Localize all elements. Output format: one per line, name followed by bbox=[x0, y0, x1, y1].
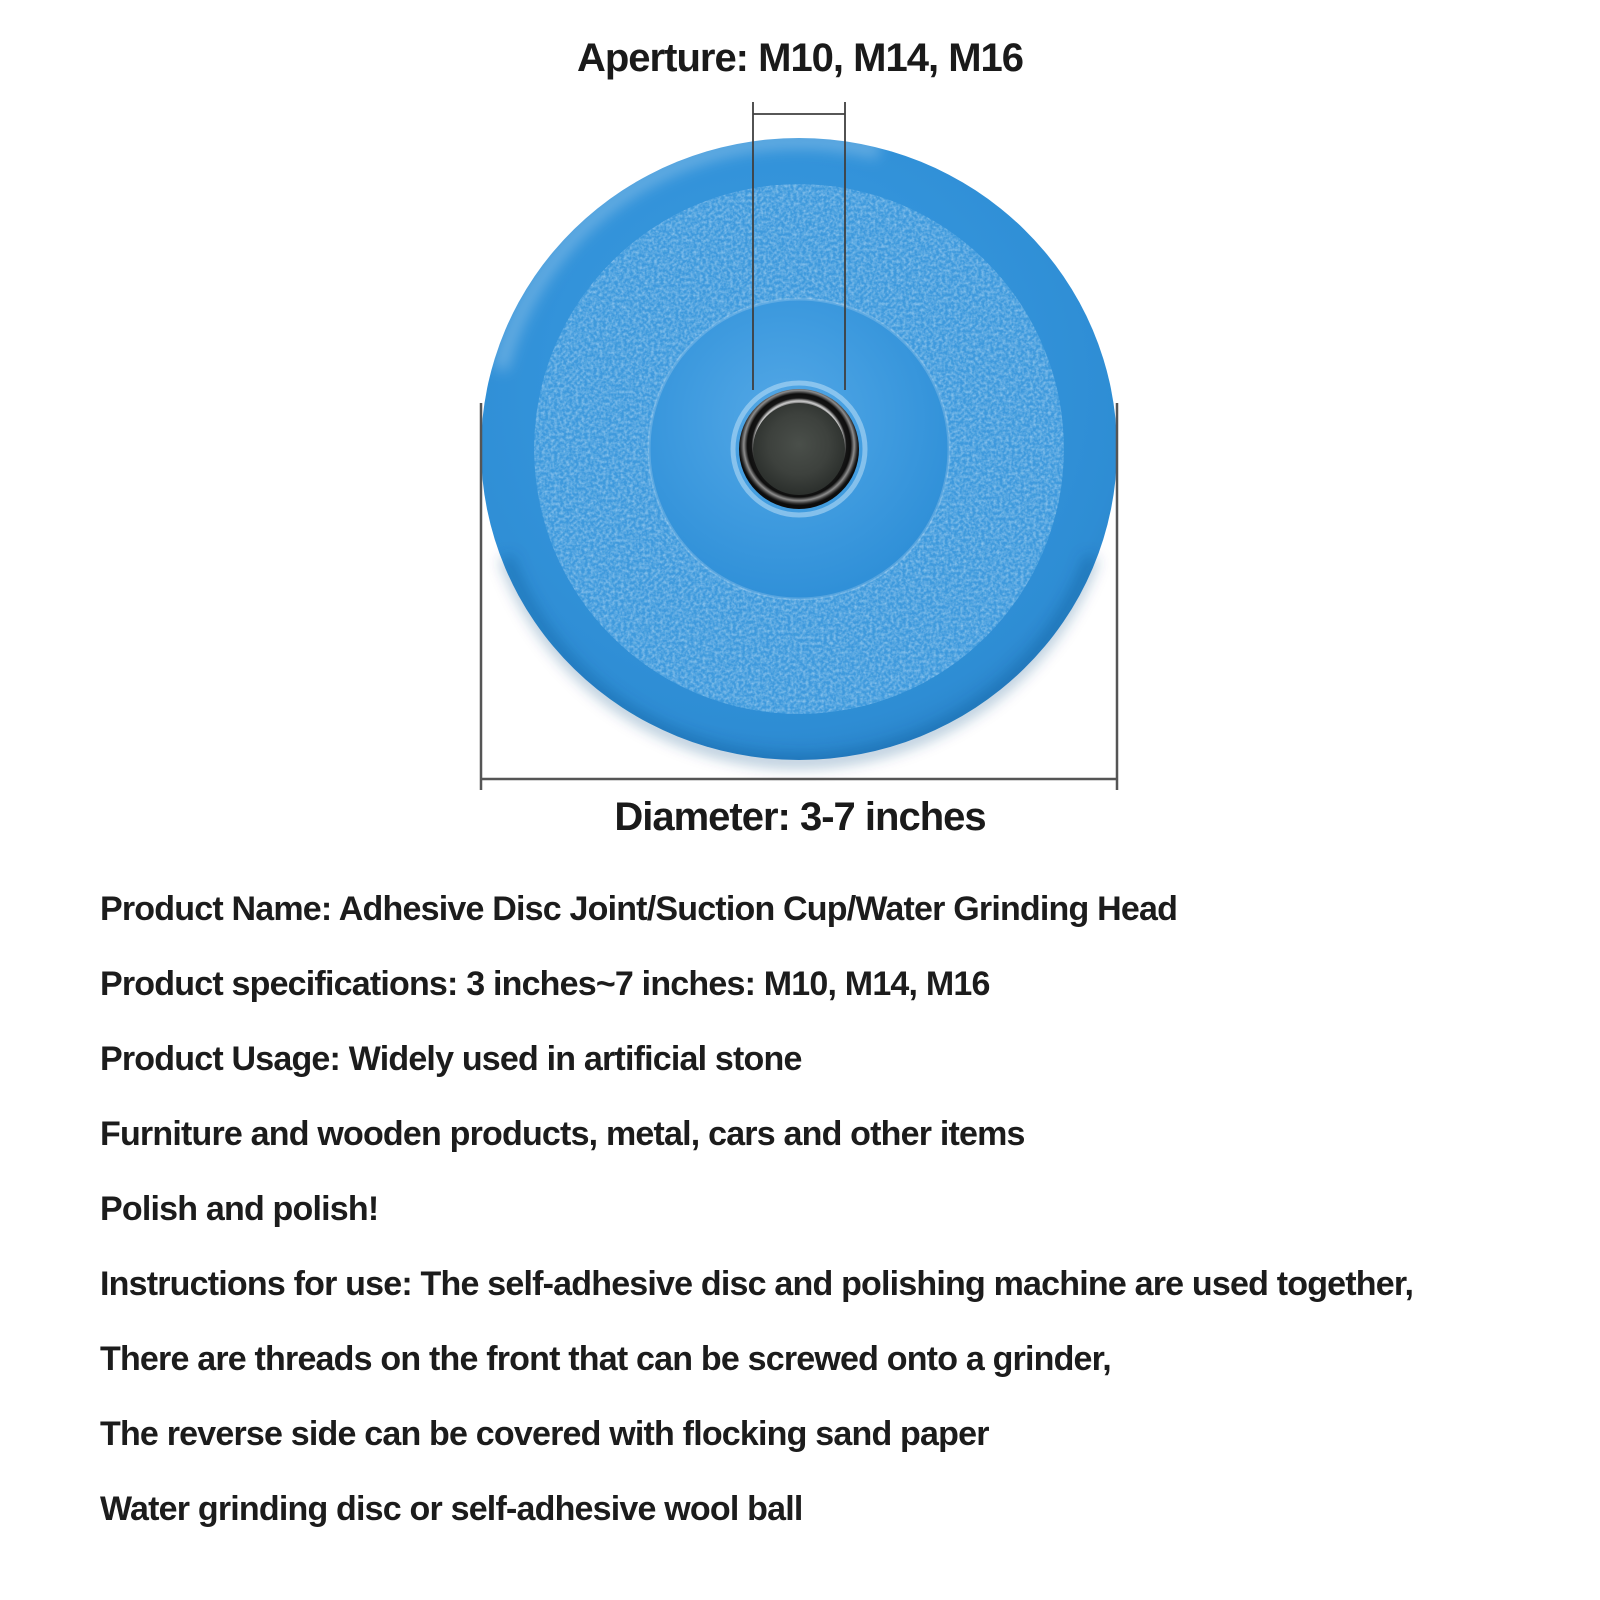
aperture-dimension-label: Aperture: M10, M14, M16 bbox=[576, 36, 1024, 80]
product-description bbox=[100, 872, 1580, 1547]
description-line-threads: There are threads on the front that can be screwed onto a grinder, bbox=[100, 1340, 1111, 1378]
description-line-specifications: Product specifications: 3 inches~7 inches: M10, M14, M16 bbox=[100, 965, 990, 1003]
description-line-reverse-side: The reverse side can be covered with flocking sand paper bbox=[100, 1415, 989, 1453]
description-line-polish: Polish and polish! bbox=[100, 1190, 379, 1228]
description-line-materials: Furniture and wooden products, metal, cars and other items bbox=[100, 1115, 1025, 1153]
diameter-dimension-label: Diameter: 3-7 inches bbox=[614, 795, 986, 839]
description-line-usage: Product Usage: Widely used in artificial stone bbox=[100, 1040, 802, 1078]
description-line-product-name: Product Name: Adhesive Disc Joint/Suction Cup/Water Grinding Head bbox=[100, 890, 1178, 928]
center-hole bbox=[753, 403, 845, 495]
disc-photo bbox=[481, 138, 1117, 761]
description-line-wool-ball: Water grinding disc or self-adhesive wool ball bbox=[100, 1490, 803, 1528]
description-line-instructions: Instructions for use: The self-adhesive disc and polishing machine are used together, bbox=[100, 1265, 1414, 1303]
